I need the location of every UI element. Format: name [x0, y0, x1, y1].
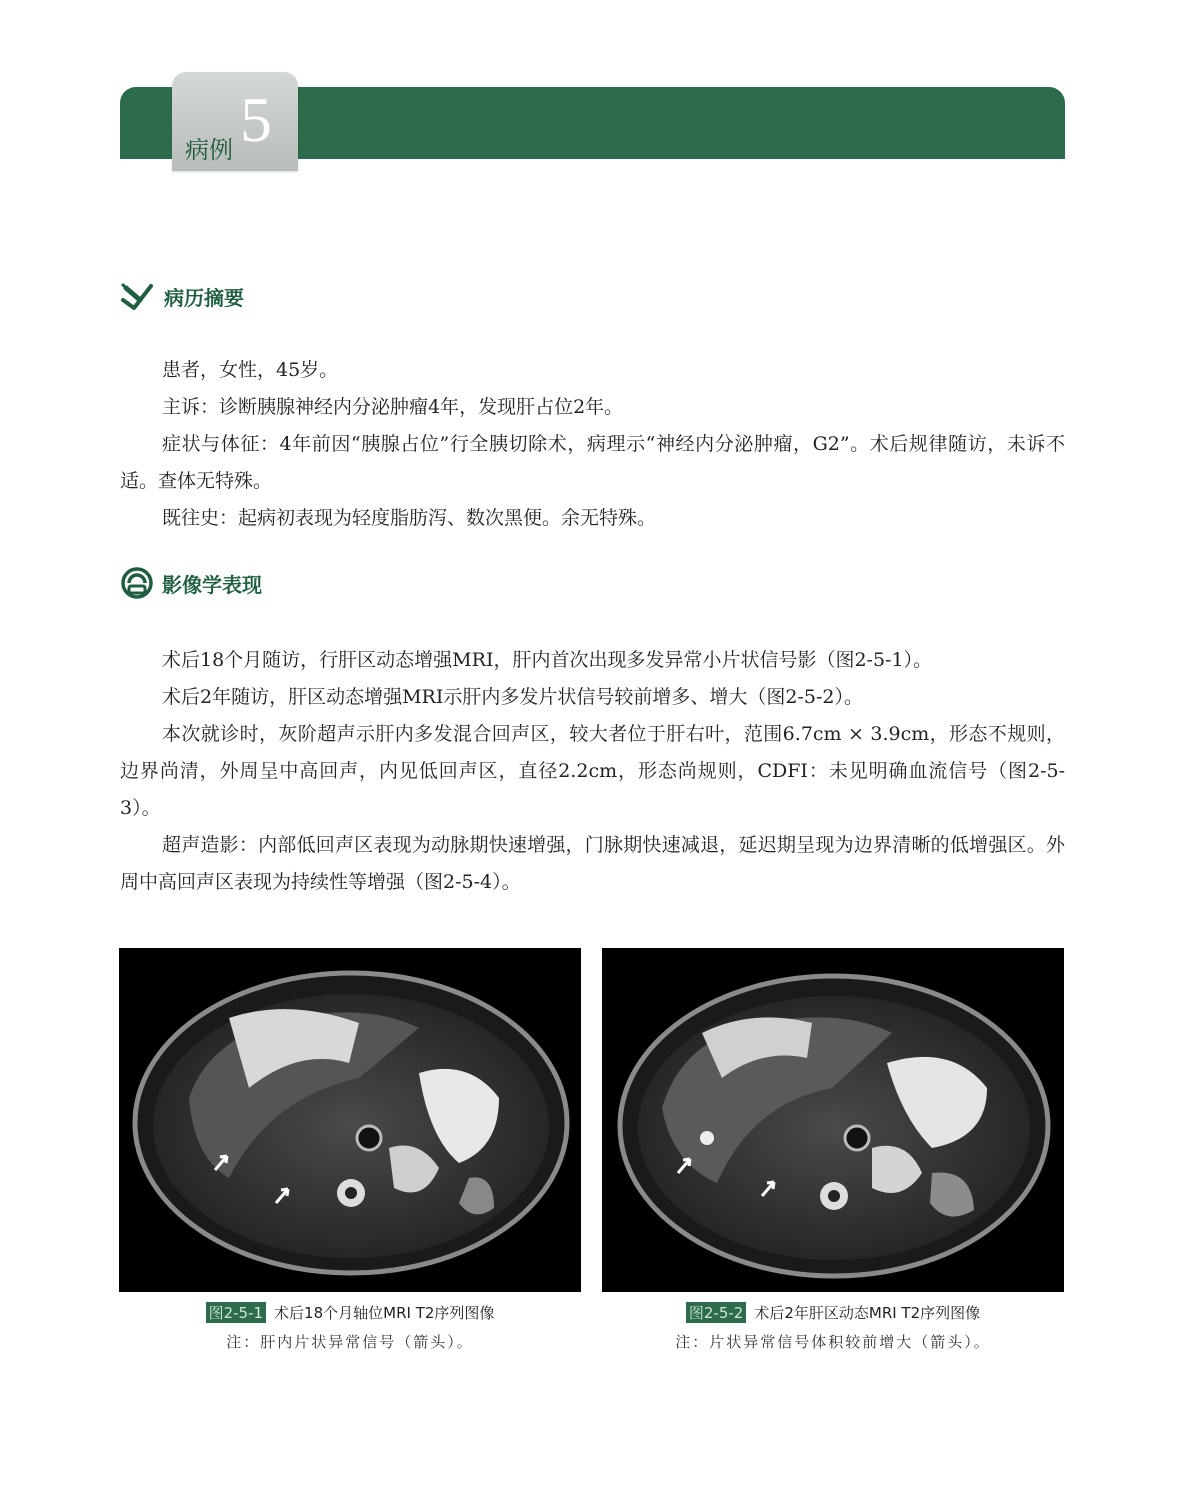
figure-caption-2 [602, 1302, 1064, 1323]
case-label: 病例 [185, 136, 233, 164]
figure-title-2: 术后2年肝区动态MRI T2序列图像 [754, 1304, 981, 1322]
figure-id-1: 图2-5-1 [206, 1302, 266, 1323]
figure-note-2: 注：片状异常信号体积较前增大（箭头）。 [675, 1333, 991, 1351]
imaging-paragraph-4: 超声造影：内部低回声区表现为动脉期快速增强，门脉期快速减退，延迟期呈现为边界清晰的低增强区。外周中高回声区表现为持续性等增强（图2-5-4）。 [120, 834, 1065, 893]
figure-caption-1 [119, 1302, 581, 1323]
imaging-paragraph-1: 术后18个月随访，行肝区动态增强MRI，肝内首次出现多发异常小片状信号影（图2-5-1）。 [162, 649, 933, 671]
history-paragraph-3: 症状与体征：4年前因“胰腺占位”行全胰切除术，病理示“神经内分泌肿瘤，G2”。术后规律随访，未诉不适。查体无特殊。 [120, 433, 1065, 492]
section-title-history [120, 280, 244, 312]
history-paragraph-4: 既往史：起病初表现为轻度脂肪泻、数次黑便。余无特殊。 [162, 507, 657, 529]
history-paragraph-2: 主诉：诊断胰腺神经内分泌肿瘤4年，发现肝占位2年。 [162, 396, 624, 418]
pen-writing-icon [120, 280, 156, 312]
history-paragraph-1: 患者，女性，45岁。 [162, 359, 339, 381]
case-number: 5 [240, 84, 272, 155]
imaging-paragraph-2: 术后2年随访，肝区动态增强MRI示肝内多发片状信号较前增多、增大（图2-5-2）。 [162, 686, 863, 708]
figure-note-1: 注：肝内片状异常信号（箭头）。 [226, 1333, 474, 1351]
imaging-paragraph-3: 本次就诊时，灰阶超声示肝内多发混合回声区，较大者位于肝右叶，范围6.7cm × 3.9cm，形态不规则，边界尚清，外周呈中高回声，内见低回声区，直径2.2cm，形态尚规则，CDFI：未见明确血流信号（图2-5-3）。 [120, 723, 1065, 819]
section-title-imaging-text: 影像学表现 [162, 572, 262, 597]
scanner-icon [120, 566, 154, 600]
section-title-history-text: 病历摘要 [164, 285, 244, 310]
mri-image-1 [119, 948, 581, 1292]
figure-id-2: 图2-5-2 [686, 1302, 746, 1323]
figure-title-1: 术后18个月轴位MRI T2序列图像 [274, 1304, 495, 1322]
mri-image-2 [602, 948, 1064, 1292]
section-title-imaging [120, 566, 262, 600]
